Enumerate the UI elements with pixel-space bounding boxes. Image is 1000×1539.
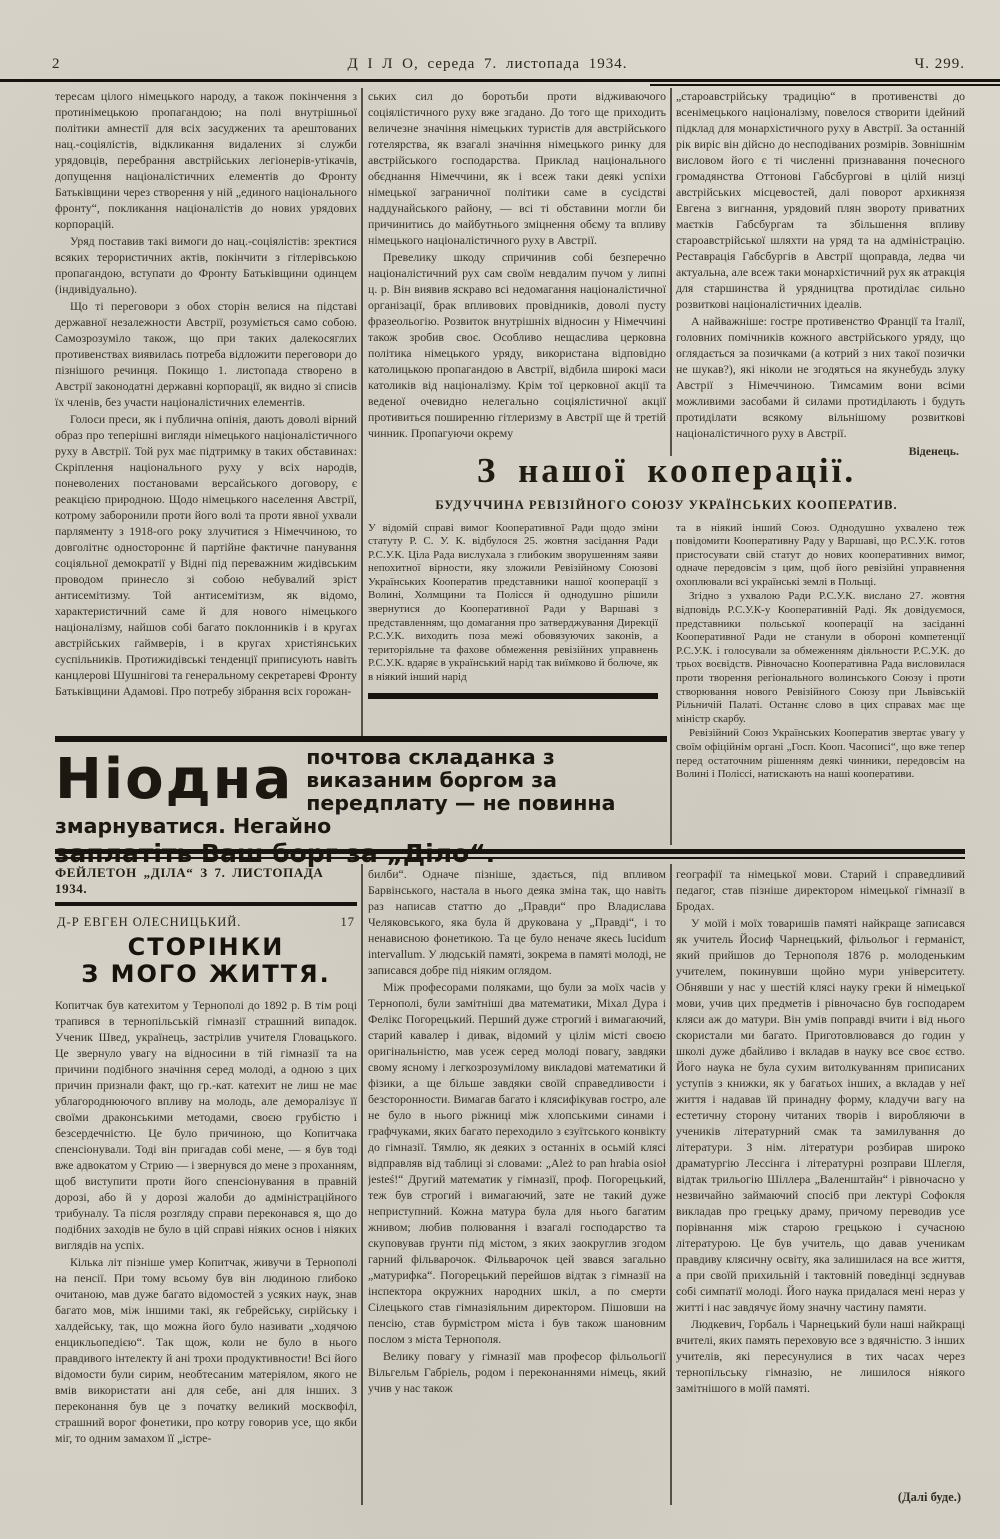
feuilleton-col-3: [676, 866, 965, 1505]
paragraph: ських сил до боротьби проти відживаючого соціялістичного руху вже згадано. До того ще приходить величезне значіння німецьких туристів для австрійського готелярства, як взагалі значіння німецького ринку для австрійського господарства. Приклад національного обєднання Німеччини, як і всеж таки деякі успіхи німецької заграничної політики саме в сусідстві наддунайського району, — всі ті обставини могли би причинитись до майбутнього зміцнення обєму та впливу німецького націоналістичного руху в Австрії.: [368, 89, 666, 247]
article-austria-col-left: [55, 88, 357, 744]
article-austria-col-middle: [368, 88, 666, 454]
ad-text: почтова складанка з виказаним боргом за передплату — не повинна змарнуватися. Негайно: [55, 745, 616, 838]
masthead: [52, 56, 965, 73]
paragraph: Превелику шкоду спричинив собі безперечно націоналістичний рух сам своїм невдалим пучом у липні ц. р. Він виявив яскраво всі недомагання націоналістичної організації, брак впливових провідників, доволі пусту фразеольогію. Розвиток внутрішніх відносин у Німеччині також зробив своє. Особливо нещаслива церковна політика німецького уряду, використана відповідно католицькою пропагандою в Австрії, відбила широкі маси католиків від націоналізму. Крім тої церковної акції та веденої очевидно нелегально соціялістичної акції противиться поширенню гітлеризму в Австрії ще й третій чинник. Пропагуючи окрему: [368, 250, 666, 440]
paragraph: Копитчак був катехитом у Тернополі до 1892 р. В тім році трапився в тернопільській гімназії страшний випадок. Ученик Швед, українець, застрілив учителя Гловацького. Це звернуло увагу на відносини в тій гімназії та на причини подібного значіння серед молоді, а одною з цих причин признали факт, що гр.-кат. катехит не лиш не має ублагороднюючого впливу на молодь, але деморалізує її своїми драконськими методами, своєю грубістю і безсердечністю. Це було причиною, що Копитчака спенсіонували. Тоді він пригадав собі мене, — я був тоді вже адвокатом у Стрию — і звернувся до мене з проханням, щоб виступити проти його спенсіонування в правній дорозі, або й у дорозі жалоби до адміністраційного трибуналу. Та після розгляду справи переконався я, що до подібних заходів не було в цій справі ніяких основ і ніяких виглядів на успіх.: [55, 997, 357, 1252]
ad-top-rule: [55, 736, 667, 742]
paragraph: Згідно з ухвалою Ради Р.С.У.К. вислано 27. жовтня відповідь Р.С.У.К-у Кооперативній Раді. Як довідуємося, представники польської кооперації на засіданні Кооперативної Ради не станули в обороні компетенції Р.С.У.К. і голосували за обмеженням діяльности Р.С.У.К. до трьох воєвідств. Рівночасно Кооперативна Рада висловилася проти творення регіонального волинського Союзу і проти створювання нового Ревізійного Союзу при Львівській Рільничій Палаті. Останнє слово в цих справах має ще міністр скарбу.: [676, 590, 965, 725]
paragraph: Велику повагу у гімназії мав професор фільольогії Вільгельм Габріель, родом і переконаннями німець, який учив у нас також: [368, 1349, 666, 1395]
paragraph: „староавстрійську традицію“ в противенстві до всенімецького націоналізму, повелося створити ідейний підклад для монархістичного руху в Австрії. За останній рік виріс він дійсно до несподіваних розмірів. Зовнішнім висловом його є ті численні признавання почесного громадянства Оттонові Габсбургові в цілій низці австрійських місцевостей, далі поворот архикнязя Евгена з вигнання, урядовий плян звороту приватних маєтків Габсбургам та збільшення впливу староавстрійської шляхти на уряд та на адміністрацію. Реставрація Габсбургів в Австрії щоправда, ледва чи актуальна, але всеж таки монархістичний рух як атракція для старшинства й урядництва протиділає сильно розвиткові націоналістичних ідеалів.: [676, 89, 965, 311]
to-be-continued: (Далі буде.): [897, 1490, 961, 1504]
feuilleton-title-line1: СТОРІНКИ: [127, 933, 285, 961]
paragraph: У моїй і моїх товаришів памяті найкраще записався як учитель Йосиф Чарнецький, фільольог і германіст, який прийшов до Тернополя 1876 р. молоденьким учителем, покинувши щойно мури університету. Обнявши у нас у шестій клясі науку греки й німецької мови, учив цих предметів і рівночасно був господарем кляси аж до матури. Він умів поправді вчити і від нього скористали ми багато. Приготовлювався до годин у школі дуже дбайливо і вкладав в науку все своє єство. Його наука не була сухим витолкуванням приписаних уступів з книжки, як у багатьох інших, а вкладав у неї життя і надавав їй принадну форму, кладучи вагу на естетичну сторону читаних творів і виробляючи в учеників літературний смак та замилування до літератури. З нім. літератури розбирав широко драматургію Лессінга і літературні розправи Шлегля, відтак трильогію Шіллера „Валенштайн“ і рівночасно у незвичайно займаючий спосіб при лектурі Софокля викладав про грецьку драму, причому переводив усе порівнання між старою грецькою і сучасною літературою. Це був учитель, що давав ученикам правдиву клясичну освіту, яка залишилася на все життя, а при своїй прихильній і тактовній поведінці зєднував собі симпатії молоді. Його наука придалася мені нераз у житті і нас завдячує йому значну частину памяти.: [676, 916, 965, 1314]
paragraph: билби“. Одначе пізніше, здається, під впливом Барвінського, настала в нього деяка зміна так, що навіть раз написав статтю до „Правди“ про Владислава Челяковського, яка була й друкована у „Правді“, і то ненависною фонетикою. Та це було неначе якесь lucidum intervallum. У людській памяті, зокрема в памяті молоді, не записався добре під ніяким оглядом.: [368, 867, 666, 977]
masthead-title: Д І Л О, середа 7. листопада 1934.: [347, 56, 628, 72]
coop-title: З нашої кооперації.: [476, 451, 857, 490]
feuilleton-col1-text: [55, 997, 357, 1447]
masthead-rule: [0, 79, 1000, 82]
feuilleton-col3-text: [676, 866, 965, 1487]
issue-number: Ч. 299.: [914, 56, 965, 72]
paragraph: та в ніякий інший Союз. Однодушно ухвалено теж повідомити Кооперативну Раду у Варшаві, що Р.С.У.К. готов пристосувати свій статут до нових кооперативних вимог, одначе передовсім з цим, щоб його ревізійні управнення охоплювали всі українські землі в Польщі.: [676, 521, 965, 588]
article-austria-right-text: [676, 88, 965, 441]
article-austria-col-right: [676, 88, 965, 460]
ad-big-word: Ніодна: [55, 747, 294, 812]
paragraph: У відомій справі вимог Кооперативної Ради щодо зміни статуту Р. С. У. К. відбулося 25. жовтня засідання Ради Р.С.У.К. Ціла Рада вислухала з глибоким зворушенням заяви непохитної вірности, яку зложили Ревізійному Союзові Українських Кооператив представники нашої кооперації з Волині, Холмщини та Полісся й однодушно рішили звернутися до Кооперативної Ради у Варшаві з представленням, що домагання про затверджування Дирекції Р.С.У.К. виходить поза межі обовязуючих законів, а територіяльне та фахове обмеження ревізійних управнень Р.С.У.К. вдаряє в український нарід так виїмково й болюче, як в ніякий інший нарід: [368, 521, 659, 684]
paragraph: Ревізійний Союз Українських Кооператив звертає увагу у своїм офіційнім органі „Госп. Кооп. Часописі“, що вже тепер перед остаточним рішенням деякі чинники, передовсім на Волині і Поліссі, натискають на наші кооперативи.: [676, 727, 965, 781]
section-end-rule: [368, 693, 658, 699]
paragraph: Між професорами поляками, що були за моїх часів у Тернополі, були замітніші два математики, Міхал Дура і Фелікс Погорецький. Перший дуже строгий і вимагаючий, старий кавалер і дивак, відомий у цілім місті своєю оригінальністю, мав усеж серед молоді повагу, завдяки свому ясному і легкозрозумілому викладові математики й фізики, а ще більше завдяки своїй справедливости і безсторонности. Вимагав багато і клясифікував гостро, але не було в нього ріжниці між хлопськими синами і графчуками, яких багато переходило з єзуїтського конвікту до гімназії. Тямлю, як деяких з останніх в осьмій клясі відправляв від таблиці зі словами: „Ależ to pan hrabia osioł jesteś!“ Другий математик у гімназії, проф. Погорецький, теж був строгий і вимагаючий, зате не такий дуже неприступний. Кожна матура була для нього багатим жнивом; любив полювання і взагалі господарство та скуповував ґрунти під містом, з яких заокруглив згодом гарний фільварочок. Фільварочок цей звався загально „матурифка“. Погорецький перейшов відтак з гімназії на інспектора окружних народних шкіл, а по смерти Сілецького став гімназіяльним директором. Пішовши на пенсію, став бурмістром міста і був також шановним послом з міста Тернополя.: [368, 980, 666, 1346]
paragraph: Людкевич, Горбаль і Чарнецький були наші найкращі вчителі, яких память переховую все з вдячністю. З інших учителів, які пересунулися в тих часах через тернопільську гімназію, не лишилося ніякого замітнішого в моїй памяті.: [676, 1317, 965, 1395]
coop-left-text: [368, 522, 658, 685]
masthead-rule-2: [650, 84, 1000, 86]
article-signature: Віденець.: [908, 444, 959, 458]
column-rule: [361, 864, 363, 1505]
paragraph: Уряд поставив такі вимоги до нац.-соціялістів: зректися всяких терористичних актів, покінчити з гітлерівською пропагандою, вступати до Фронту Батьківщини одинцем (індивідуально).: [55, 234, 357, 296]
feuilleton-col-1: [55, 864, 357, 1505]
feuilleton-kicker: ФЕЙЛЕТОН „ДІЛА“ З 7. ЛИСТОПАДА 1934.: [55, 864, 357, 906]
paragraph: Кілька літ пізніше умер Копитчак, живучи в Тернополі на пенсії. При тому всьому був він людиною глибоко очитаною, мав дуже багато відомостей з усяких наук, знав багато мов, між іншими такі, як гебрейську, сирійську і халдейську, так, що можна його було називати „ходячою енцикльопедією“. Так щож, коли не було в нього правдивого інтелекту й ані трохи продуктивности! Всі його відомости були сирим, необтесаним матеріялом, якого не вмів використати ані для себе, ані для інших. З переконання був це з початку великий москвофіл, страшний ворог фонетики, про котру говорив усе, що якби міг, то одним замахом її „істре-: [55, 1254, 357, 1445]
feuilleton-author: Д-Р ЕВГЕН ОЛЕСНИЦЬКИЙ.: [57, 915, 242, 929]
paragraph: Що ті переговори з обох сторін велися на підставі державної незалежности Австрії, розуміється само собою. Самозрозуміло також, що при таких далекосяглих противенствах виявилась потреба відложити переговори до пізнішого речинця. Покищо 1. листопада створено в Австрії законодатні державні корпорації, як видно зі списів їх членів, без участи націоналістичних елементів.: [55, 299, 357, 409]
feuilleton-title: [55, 934, 357, 988]
column-rule: [670, 864, 672, 1505]
paragraph: А найважніше: гостре противенство Франції та Італії, головних помічників кожного австрійського уряду, що оглядається за позичками (а котрий з них такої позички не шукав?), які ніколи не згодяться на якунебудь злуку Австрії з Німеччиною. Тимсамим вони всіми можливими засобами й силами протиділають і будуть протиділати всякому вільнішому розвиткові націоналістичного руху в Австрії.: [676, 314, 965, 440]
paragraph: тересам цілого німецького народу, а також покінчення з протинімецькою пропагандою; на полі внутрішньої політики амнестії для всіх засуджених та арештованих нац.-соціялістів, відкликання видалених зі служби урядовців, перебрання австрійських легіонерів-утікачів, допущення націоналістичних елементів до Фронту Батьківщини через створення у ній „единого національного фронту“, покликання націоналістів до нових урядових корпорацій.: [55, 89, 357, 231]
paragraph: географії та німецької мови. Старий і справедливий педагог, став пізніше директором німецької гімназії в Бродах.: [676, 867, 965, 913]
feuilleton-part-number: 17: [340, 915, 355, 929]
paragraph: Голоси преси, як і публична опінія, дають доволі вірний образ про теперішні вигляди німецького націоналістичного руху в Австрії. Той рух має підтримку в таких обставинах: Скріплення національного руху у всіх народів, поневолених постановами версайського договору, є реакцією природною. Щодо німецького населення Австрії, котрому заборонили проти його волі та проти явної ухвали парляменту з 1918-ого року злучитися з Німеччиною, то довголітнє одностороннє й партійне фактичне панування соціяльної демократії у Відні під переважним жидівським проводом принесло зі собою небувалий зріст антисемітизму. Той антисемітизм, як відомо, характеристичний саме й для нового німецького націоналізму, найшов собі багато поклонників і в кругах австрійських гаймверів, і в кругах христіянських суспільників. Протижидівські тенденції приписують навіть канцлерові Шушнігові та генеральному секретареві Фронту Батьківщини Адамові. Про потребу зібрання всіх горожан-: [55, 412, 357, 698]
coop-col-right: [676, 522, 965, 820]
feuilleton-top-rule-2: [55, 857, 965, 859]
coop-subtitle: БУДУЧЧИНА РЕВІЗІЙНОГО СОЮЗУ УКРАЇНСЬКИХ КООПЕРАТИВ.: [435, 497, 898, 512]
column-rule: [361, 88, 363, 738]
feuilleton-top-rule: [55, 849, 965, 854]
page-number: 2: [52, 56, 61, 72]
feuilleton-col-2: [368, 866, 666, 1505]
column-rule: [670, 88, 672, 456]
feuilleton-title-line2: З МОГО ЖИТТЯ.: [81, 959, 331, 988]
column-rule: [670, 540, 672, 845]
